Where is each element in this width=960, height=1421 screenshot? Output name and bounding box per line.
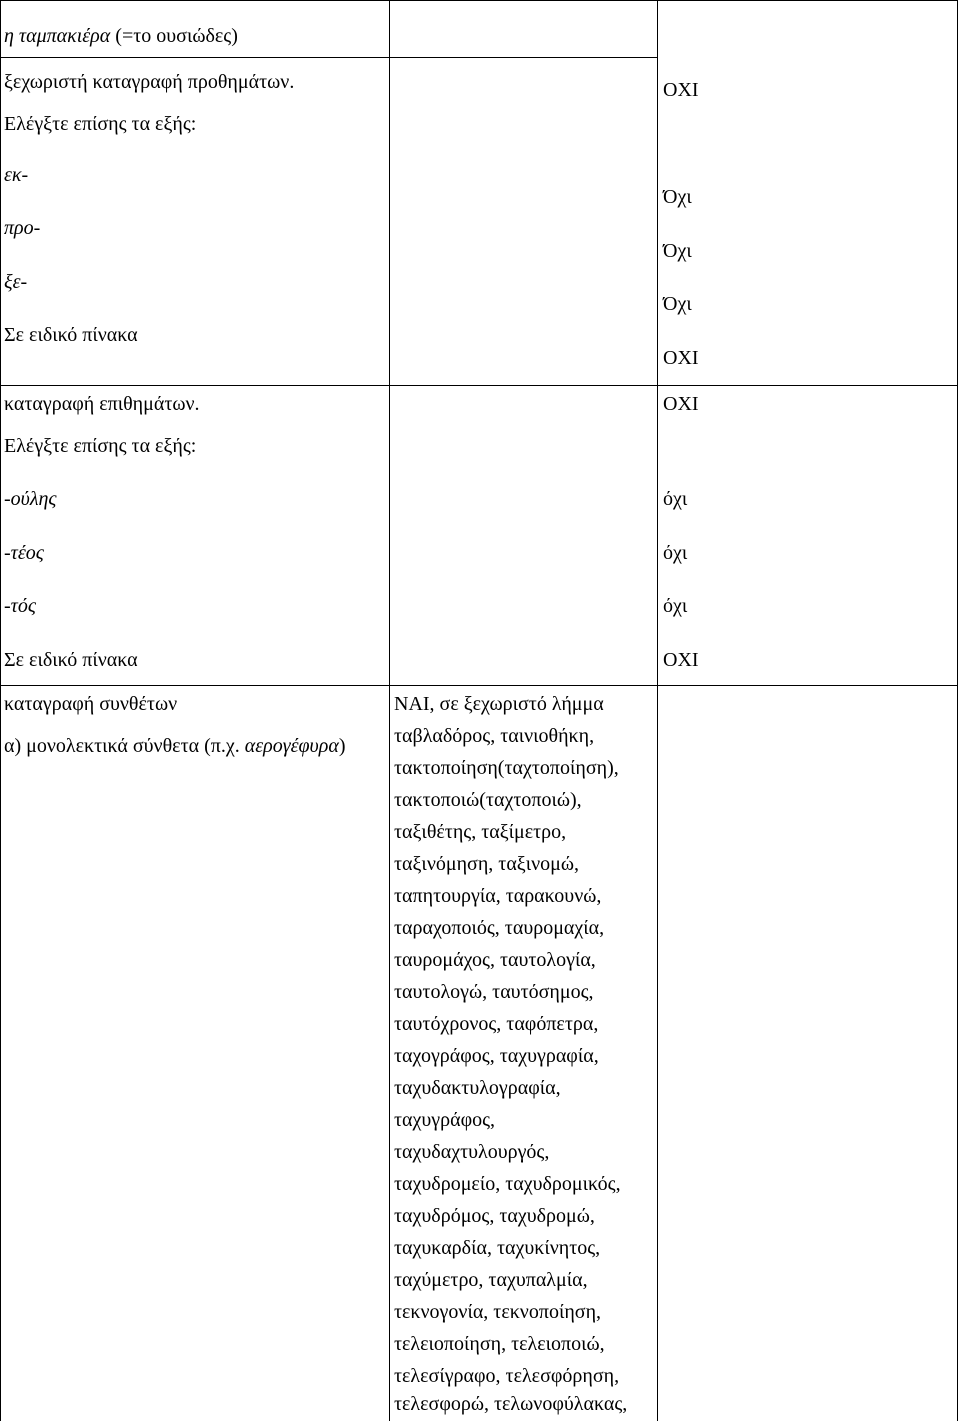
col2-line: ταυρομάχος, ταυτολογία, bbox=[394, 949, 596, 971]
col2-line: τεκνογονία, τεκνοποίηση, bbox=[394, 1301, 602, 1323]
col2-line: ταχυδακτυλογραφία, bbox=[394, 1077, 561, 1099]
col2-line: τελεσφορώ, τελωνοφύλακας, bbox=[394, 1393, 628, 1415]
col2-line: ΝΑΙ, σε ξεχωριστό λήμμα bbox=[394, 693, 604, 715]
col2-line: τακτοποιώ(ταχτοποιώ), bbox=[394, 789, 582, 811]
table-border-top bbox=[0, 0, 958, 1]
col2-line: ταχύμετρο, ταχυπαλμία, bbox=[394, 1269, 588, 1291]
col3-value: ΟΧΙ bbox=[663, 347, 699, 369]
row-divider-1 bbox=[389, 57, 658, 58]
col1-line: α) μονολεκτικά σύνθετα (π.χ. αερογέφυρα) bbox=[4, 735, 346, 757]
col3-value: όχι bbox=[663, 595, 688, 617]
row-divider-4 bbox=[0, 685, 958, 686]
row-divider-3 bbox=[0, 385, 958, 386]
col1-line: Σε ειδικό πίνακα bbox=[4, 649, 138, 671]
table-divider-col1 bbox=[389, 0, 390, 1421]
col3-value: ΟΧΙ bbox=[663, 79, 699, 101]
col2-line: ταξινόμηση, ταξινομώ, bbox=[394, 853, 580, 875]
col1-line: καταγραφή επιθημάτων. bbox=[4, 393, 200, 415]
col2-line: τελεσίγραφο, τελεσφόρηση, bbox=[394, 1365, 620, 1387]
col1-line: Σε ειδικό πίνακα bbox=[4, 324, 138, 346]
col2-line: τακτοποίηση(ταχτοποίηση), bbox=[394, 757, 619, 779]
row-divider-2 bbox=[0, 57, 390, 58]
col3-value: Όχι bbox=[663, 240, 692, 262]
col3-value: όχι bbox=[663, 542, 688, 564]
col1-line: -ούλης bbox=[4, 488, 57, 510]
col2-line: ταυτολογώ, ταυτόσημος, bbox=[394, 981, 594, 1003]
col3-value: όχι bbox=[663, 488, 688, 510]
col2-line: τελειοποίηση, τελειοποιώ, bbox=[394, 1333, 605, 1355]
col1-line: εκ- bbox=[4, 164, 29, 186]
col1-line: ξε- bbox=[4, 271, 28, 293]
col1-line: προ- bbox=[4, 217, 41, 239]
col2-line: ταπητουργία, ταρακουνώ, bbox=[394, 885, 602, 907]
table-border-left bbox=[0, 0, 1, 1421]
col2-line: ταβλαδόρος, ταινιοθήκη, bbox=[394, 725, 595, 747]
col1-line: -τός bbox=[4, 595, 36, 617]
col2-line: ταραχοποιός, ταυρομαχία, bbox=[394, 917, 605, 939]
table-border-right bbox=[957, 0, 958, 1421]
col2-line: ταυτόχρονος, ταφόπετρα, bbox=[394, 1013, 599, 1035]
col2-line: ταχυκαρδία, ταχυκίνητος, bbox=[394, 1237, 601, 1259]
col1-line: Ελέγξτε επίσης τα εξής: bbox=[4, 113, 197, 135]
col3-value: Όχι bbox=[663, 293, 692, 315]
col1-line: η ταμπακιέρα (=το ουσιώδες) bbox=[4, 25, 238, 47]
col1-line: ξεχωριστή καταγραφή προθημάτων. bbox=[4, 71, 295, 93]
col2-line: ταχογράφος, ταχυγραφία, bbox=[394, 1045, 599, 1067]
col2-line: ταχυδρόμος, ταχυδρομώ, bbox=[394, 1205, 595, 1227]
col1-line: Ελέγξτε επίσης τα εξής: bbox=[4, 435, 197, 457]
table-divider-col2 bbox=[657, 0, 658, 1421]
col1-line: καταγραφή συνθέτων bbox=[4, 693, 178, 715]
col1-line: -τέος bbox=[4, 542, 44, 564]
col2-line: ταχυδαχτυλουργός, bbox=[394, 1141, 550, 1163]
col2-line: ταχυγράφος, bbox=[394, 1109, 496, 1131]
col3-value: ΟΧΙ bbox=[663, 649, 699, 671]
col2-line: ταξιθέτης, ταξίμετρο, bbox=[394, 821, 567, 843]
col2-line: ταχυδρομείο, ταχυδρομικός, bbox=[394, 1173, 621, 1195]
col3-value: Όχι bbox=[663, 186, 692, 208]
col3-value: ΟΧΙ bbox=[663, 393, 699, 415]
